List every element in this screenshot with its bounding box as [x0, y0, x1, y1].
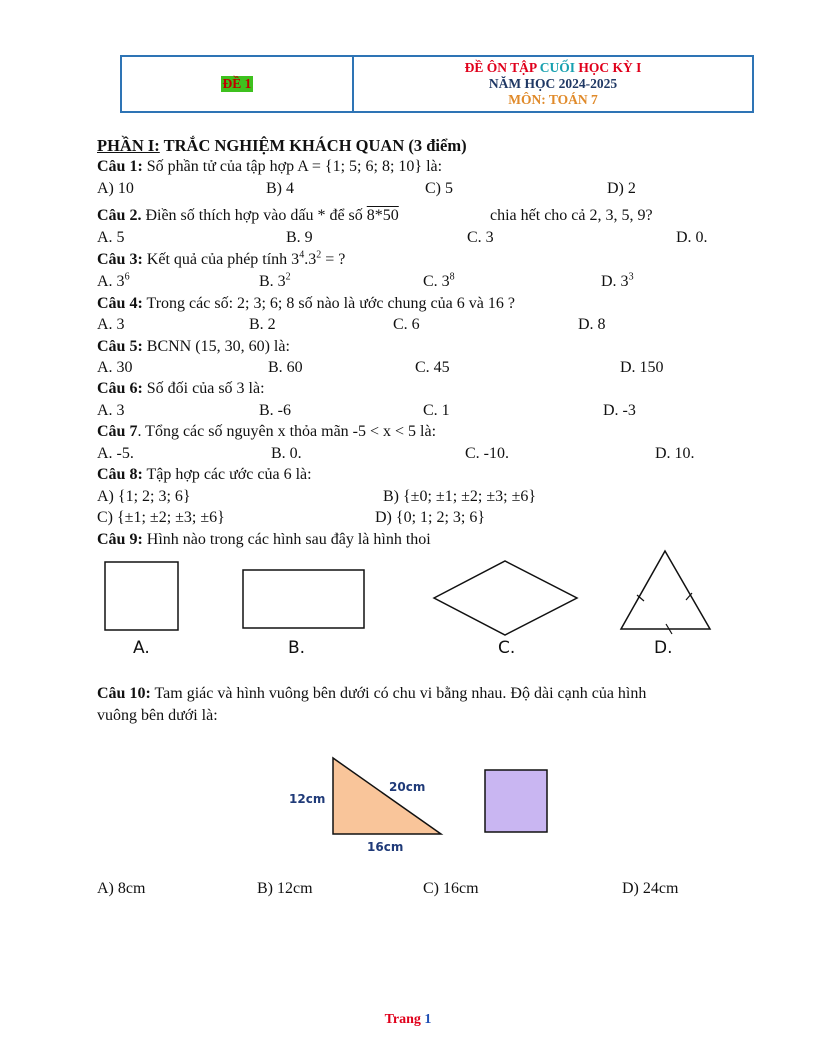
- title-part-1: ĐỀ ÔN TẬP: [464, 60, 540, 75]
- q3-option-b[interactable]: B. $3^2$: [259, 271, 291, 290]
- q10-option-b[interactable]: B) 12cm: [257, 880, 313, 897]
- title-part-3: HỌC KỲ I: [575, 60, 642, 75]
- q6-stem: Câu 6: Số đối của số 3 là:: [97, 380, 265, 397]
- q3-option-d[interactable]: D. $3^3$: [601, 271, 634, 290]
- label-16cm: 16cm: [367, 840, 404, 854]
- q8-option-c[interactable]: C) {±1; ±2; ±3; ±6}: [97, 509, 225, 526]
- page-number: 1: [424, 1012, 432, 1027]
- q2-option-d[interactable]: D. 0.: [676, 229, 708, 246]
- q2-stem: Câu 2. Điền số thích hợp vào dấu * để số 8*50: [97, 207, 399, 224]
- q10-option-d[interactable]: D) 24cm: [622, 880, 679, 897]
- header-left-cell: [122, 57, 354, 111]
- title-part-2: CUỐI: [539, 60, 575, 75]
- q7-option-b[interactable]: B. 0.: [271, 445, 302, 462]
- q3-option-c[interactable]: C. $3^8$: [423, 271, 455, 290]
- q10-stem-line2: vuông bên dưới là:: [97, 707, 218, 724]
- header-right-cell: [354, 57, 752, 111]
- purple-square: [485, 770, 547, 832]
- q2-option-a[interactable]: A. 5: [97, 229, 125, 246]
- q1-option-c[interactable]: C) 5: [425, 180, 453, 197]
- section-rest: TRẮC NGHIỆM KHÁCH QUAN (3 điểm): [159, 136, 467, 155]
- label-12cm: 12cm: [289, 792, 326, 806]
- q5-option-a[interactable]: A. 30: [97, 359, 133, 376]
- school-year: NĂM HỌC 2024-2025: [488, 76, 618, 91]
- q1-option-b[interactable]: B) 4: [266, 180, 294, 197]
- q3-option-a[interactable]: A. $3^6$: [97, 271, 130, 290]
- q7-option-c[interactable]: C. -10.: [465, 445, 509, 462]
- q8-option-d[interactable]: D) {0; 1; 2; 3; 6}: [375, 509, 486, 526]
- q8-stem: Câu 8: Tập hợp các ước của 6 là:: [97, 466, 312, 483]
- q10-option-a[interactable]: A) 8cm: [97, 880, 146, 897]
- q7-stem: Câu 7. Tổng các số nguyên x thỏa mãn -5 < x < 5 là:: [97, 423, 437, 440]
- q4-stem: Câu 4: Trong các số: 2; 3; 6; 8 số nào là ước chung của 6 và 16 ?: [97, 295, 515, 312]
- q10-option-c[interactable]: C) 16cm: [423, 880, 479, 897]
- q6-option-c[interactable]: C. 1: [423, 402, 450, 419]
- q5-stem: Câu 5: BCNN (15, 30, 60) là:: [97, 338, 290, 355]
- q6-option-a[interactable]: A. 3: [97, 402, 125, 419]
- header-box: [120, 55, 754, 113]
- figure-square[interactable]: [105, 562, 178, 630]
- q10-stem: Câu 10: Tam giác và hình vuông bên dưới có chu vi bằng nhau. Độ dài cạnh của hình: [97, 685, 647, 702]
- label-20cm: 20cm: [389, 780, 426, 794]
- q7-option-a[interactable]: A. -5.: [97, 445, 134, 462]
- q6-option-d[interactable]: D. -3: [603, 402, 636, 419]
- figure-rectangle[interactable]: [243, 570, 364, 628]
- subject: MÔN: TOÁN 7: [508, 92, 598, 107]
- page-label: Trang: [384, 1012, 421, 1027]
- q4-option-a[interactable]: A. 3: [97, 316, 125, 333]
- q4-option-b[interactable]: B. 2: [249, 316, 276, 333]
- q1-stem: Câu 1: Số phần tử của tập hợp A = {1; 5; 6; 8; 10} là:: [97, 158, 443, 175]
- q2-number-overline: 8*50: [366, 207, 399, 224]
- figure-label-b[interactable]: B.: [288, 638, 306, 658]
- figure-isosceles-triangle[interactable]: [621, 551, 710, 629]
- q9-stem: Câu 9: Hình nào trong các hình sau đây là hình thoi: [97, 531, 431, 548]
- q5-option-b[interactable]: B. 60: [268, 359, 303, 376]
- q10-figures: [0, 750, 816, 840]
- q9-figures: [0, 545, 816, 665]
- q1-option-d[interactable]: D) 2: [607, 180, 636, 197]
- right-triangle: [333, 758, 441, 834]
- q8-option-b[interactable]: B) {±0; ±1; ±2; ±3; ±6}: [383, 488, 537, 505]
- q5-option-d[interactable]: D. 150: [620, 359, 664, 376]
- page-footer: [0, 1012, 816, 1028]
- q6-option-b[interactable]: B. -6: [259, 402, 291, 419]
- exam-number: ĐỀ 1: [222, 76, 252, 91]
- section-label: PHẦN I:: [97, 136, 160, 155]
- q4-option-c[interactable]: C. 6: [393, 316, 420, 333]
- q2-option-c[interactable]: C. 3: [467, 229, 494, 246]
- q4-option-d[interactable]: D. 8: [578, 316, 606, 333]
- q1-option-a[interactable]: A) 10: [97, 180, 134, 197]
- q2-stem-end: chia hết cho cả 2, 3, 5, 9?: [490, 207, 653, 224]
- exam-title: [465, 60, 642, 76]
- q8-option-a[interactable]: A) {1; 2; 3; 6}: [97, 488, 191, 505]
- q5-option-c[interactable]: C. 45: [415, 359, 450, 376]
- q2-option-b[interactable]: B. 9: [286, 229, 313, 246]
- section-title: [97, 136, 467, 156]
- figure-rhombus[interactable]: [434, 561, 577, 635]
- q7-option-d[interactable]: D. 10.: [655, 445, 695, 462]
- figure-label-d[interactable]: D.: [654, 638, 673, 658]
- figure-label-c[interactable]: C.: [498, 638, 516, 658]
- figure-label-a[interactable]: A.: [133, 638, 150, 658]
- q3-stem: Câu 3: Kết quả của phép tính $3^4.3^2$ = ?: [97, 249, 346, 268]
